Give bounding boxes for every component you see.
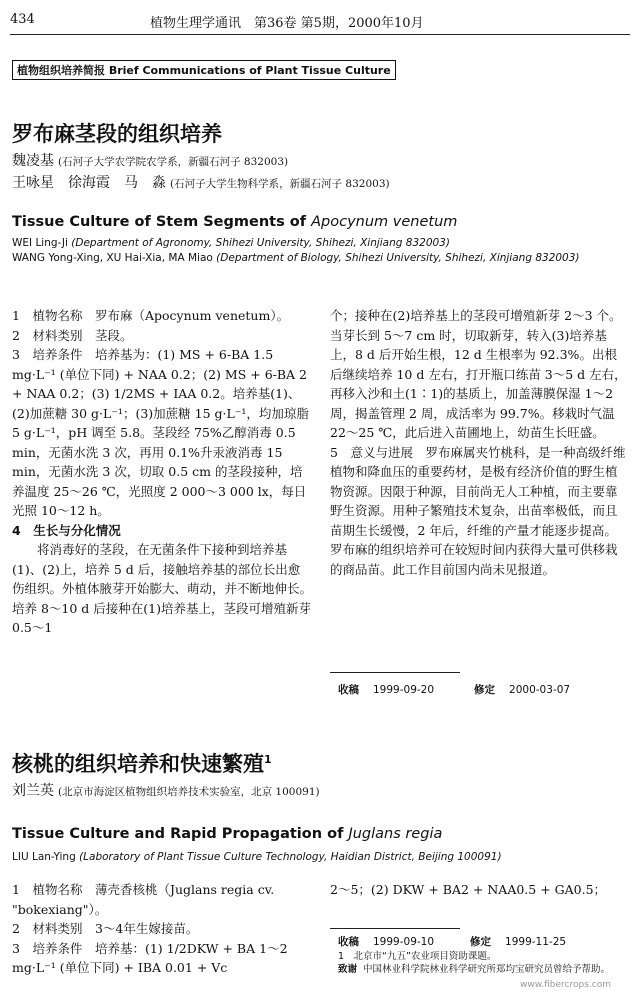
article2-title: 核桃的组织培养和快速繁殖$^1$ [12,752,272,776]
paragraph: 将消毒好的茎段，在无菌条件下接种到培养基(1)、(2)上，培养 5 d 后，接触培养基的部位长出愈伤组织。外植体腋芽开始膨大、萌动，并不断地伸长。培养 8～10 d 后接种在(1)培养基上，茎段可增殖新芽 0.5～1 [12,542,313,635]
article2-footnotes [338,950,628,976]
page-number: 434 [10,12,35,27]
author-name: 魏凌基 [12,153,54,169]
paragraph: 个；接种在(2)培养基上的茎段可增殖新芽 2～3 个。当芽长到 5～7 cm 时，切取新芽，转入(3)培养基上，8 d 后开始生根，12 d 生根率为 92.3%。出根后继续培养 10 d 左右，打开瓶口练苗 3～5 d 左右，再移入沙和土(1∶1)的基质上，加盖薄膜保湿 1～2 周，揭盖管理 2 周，成活率为 99.7%。移栽时气温 22～25 ℃，此后进入苗圃地上，幼苗生长旺盛。 [330,308,627,440]
section-heading: 4 生长与分化情况 [12,522,121,538]
species-name: Juglans regia [348,826,443,842]
paragraph: 2 材料类别 3～4年生嫁接苗。 [12,921,199,936]
article1-right-column [330,306,628,579]
paragraph: 1 植物名称 罗布麻（Apocynum venetum）。 [12,308,290,323]
paragraph: 3 培养条件 培养基为：(1) MS + 6-BA 1.5 mg·L⁻¹ (单位下同) + NAA 0.2；(2) MS + 6-BA 2 + NAA 0.2；(3) 1/2MS + IAA 0.2。培养基(1)、(2)加蔗糖 30 g·L⁻¹；(3)加蔗糖 15 g·L⁻¹，均加琼脂 5 g·L⁻¹，pH 调至 5.8。茎段经 75%乙醇消毒 0.5 min，无菌水洗 3 次，再用 0.1%升汞液消毒 15 min，无菌水洗 3 次，切取 0.5 cm 的茎段接种，培养温度 25～26 ℃，光照度 2 000～3 000 lx，每日光照 10～12 h。 [12,347,309,518]
article1-dates: 收稿 1999-09-20 修定 2000-03-07 [338,684,571,696]
article2-title-en: Tissue Culture and Rapid Propagation of Juglans regia [12,826,443,842]
author-names: 王咏星 徐海霞 马 淼 [12,175,166,191]
paragraph: 2 材料类别 茎段。 [12,327,133,343]
paragraph: 3 培养条件 培养基：(1) 1/2DKW + BA 1～2 mg·L⁻¹ (单位下同) + IBA 0.01 + Vc [12,940,288,975]
article2-dates: 收稿 1999-09-10 修定 1999-11-25 [338,936,567,948]
article2-author [12,780,320,800]
article1-author2 [12,172,390,192]
author-affiliation: (石河子大学生物科学系，新疆石河子 832003) [170,178,390,190]
footnote: 1 北京市“九五”农业项目资助课题。 [338,951,497,962]
article1-en-authors: WEI Ling-Ji (Department of Agronomy, Shihezi University, Shihezi, Xinjiang 832003) WANG Yong-Xing, XU Hai-Xia, MA Miao (Department of Biology, Shihezi University, Shihezi, Xinjiang 832003) [12,237,580,264]
species-name: Apocynum venetum [311,214,458,230]
header-rule [10,34,630,35]
article1-author1 [12,150,288,170]
paragraph: 2～5；(2) DKW + BA2 + NAA0.5 + GA0.5； [330,882,607,897]
author-affiliation: (北京市海淀区植物组织培养技术实验室，北京 100091) [58,786,320,798]
running-header [10,12,630,32]
watermark: www.fibercrops.com [520,980,611,990]
paragraph: 5 意义与进展 罗布麻属夹竹桃科，是一种高级纤维植物和降血压的重要药材，是极有经济价值的野生植物资源。因限于种源，目前尚无人工种植，而主要靠野生资源。用种子繁殖技术复杂，出苗率极低，而且苗期生长缓慢，2 年后，纤维的产量才能逐步提高。罗布麻的组织培养可在较短时间内获得大量可供移栽的商品苗。此工作目前国内尚未见报道。 [330,444,626,577]
article1-title: 罗布麻茎段的组织培养 [12,122,222,146]
journal-info: 植物生理学通讯 第36卷 第5期，2000年10月 [150,16,424,31]
author-name: 刘兰英 [12,783,54,799]
footnote-rule [330,928,460,929]
article1-left-column [12,306,312,638]
acknowledgement: 致谢 中国林业科学院林业科学研究所郑均宝研究员曾给予帮助。 [338,964,611,975]
author-affiliation: (石河子大学农学院农学系，新疆石河子 832003) [58,156,289,168]
section-banner: 植物组织培养简报 Brief Communications of Plant Tissue Culture [12,60,396,80]
article2-en-author: LIU Lan-Ying (Laboratory of Plant Tissue Culture Technology, Haidian District, Beijing 100091) [12,851,502,863]
paragraph: 1 植物名称 薄壳香核桃（Juglans regia cv. "bokexiang"）。 [12,882,275,917]
footnote-rule [330,672,460,673]
article2-left-column [12,880,312,978]
article1-title-en: Tissue Culture of Stem Segments of Apocynum venetum [12,214,458,230]
article2-right-column [330,880,628,900]
